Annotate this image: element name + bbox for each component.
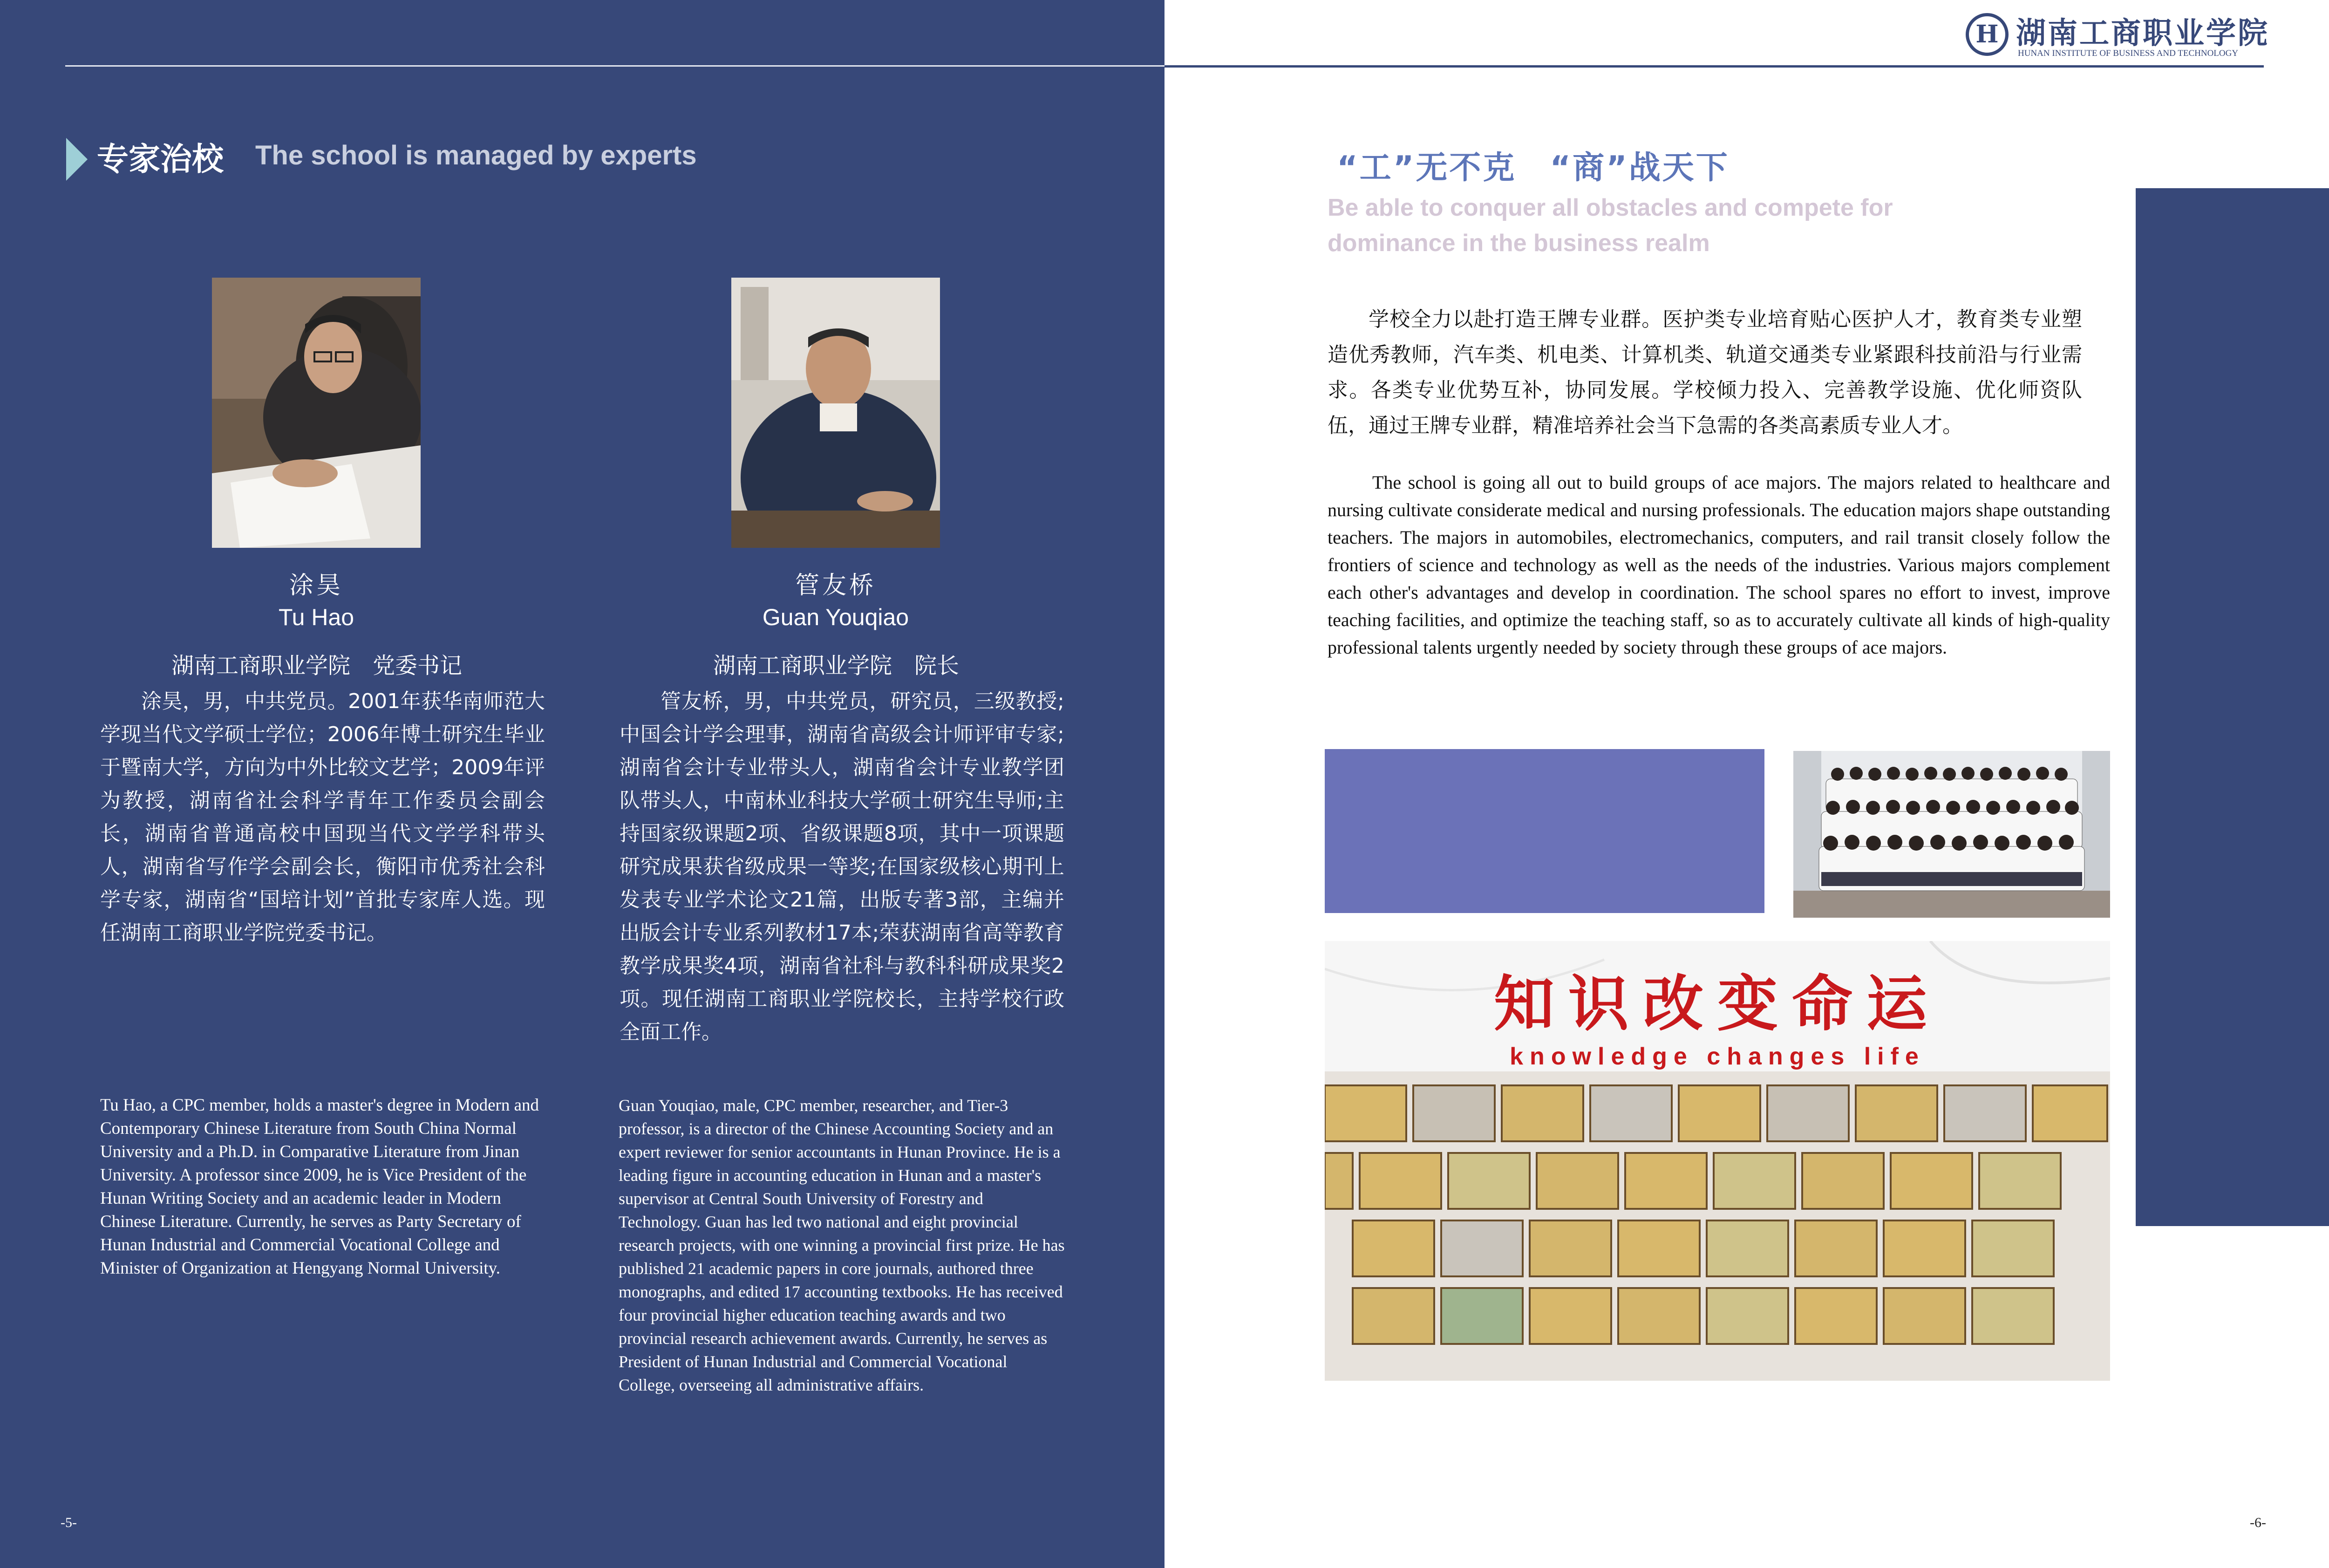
college-name-cn: 湖南工商职业学院 bbox=[2016, 16, 2269, 51]
person-1-name-cn: 涂昊 bbox=[289, 572, 343, 600]
person-2-role: 湖南工商职业学院 院长 bbox=[713, 653, 959, 679]
wall-slogan-en: knowledge changes life bbox=[1510, 1043, 1925, 1070]
right-body-cn: 学校全力以赴打造王牌专业群。医护类专业培育贴心医护人才，教育类专业塑造优秀教师，汽车类、机电类、计算机类、轨道交通类专业紧跟科技前沿与行业需求。各类专业优势互补，协同发展。学校倾力投入、完善教学设施、优化师资队伍，通过王牌专业群，精准培养社会当下急需的各类高素质专业人才。 bbox=[1328, 307, 2082, 437]
college-logo bbox=[1966, 9, 2269, 63]
page-number-right: -6- bbox=[2250, 1515, 2266, 1530]
purple-color-block bbox=[1325, 749, 1764, 913]
person-2-name-en: Guan Youqiao bbox=[762, 604, 909, 630]
college-emblem-icon: H bbox=[1966, 13, 2009, 56]
honor-wall-photo bbox=[1325, 941, 2110, 1381]
student-group-photo bbox=[1793, 751, 2110, 918]
person-1-name-en: Tu Hao bbox=[278, 604, 354, 630]
right-body-en: The school is going all out to build groups of ace majors. The majors related to healthcare and nursing cultivate considerate medical and nursing professionals. The education majors shape outstanding teachers. The majors in automobiles, electromechanics, computers, and rail transit closely follow the frontiers of science and technology as well as the needs of the industries. Various majors complement each other's advantages and develop in coordination. The school spares no effort to invest, improve teaching facilities, and optimize the teaching staff, so as to accurately cultivate all kinds of high-quality professional talents urgently needed by society through these groups of ace majors. bbox=[1328, 472, 2110, 658]
right-header-rule bbox=[1164, 65, 2264, 68]
left-header-rule bbox=[65, 65, 1164, 67]
person-2-bio-cn: 管友桥，男，中共党员，研究员，三级教授;中国会计学会理事，湖南省高级会计师评审专家;湖南省会计专业带头人，湖南省会计专业教学团队带头人，中南林业科技大学硕士研究生导师;主持国家级课题2项、省级课题8项，其中一项课题研究成果获省级成果一等奖;在国家级核心期刊上发表专业学术论文21篇，出版专著3部，主编并出版会计专业系列教材17本;荣获湖南省高等教育教学成果奖4项，湖南省社科与教科科研成果奖2项。现任湖南工商职业学院校长，主持学校行政全面工作。 bbox=[620, 689, 1064, 1044]
portrait-tu-hao bbox=[212, 278, 421, 548]
left-page-edge bbox=[1160, 0, 1164, 1048]
section-arrow-icon bbox=[66, 138, 88, 181]
person-2-bio-en: Guan Youqiao, male, CPC member, researcher, and Tier-3 professor, is a director of the Chinese Accounting Society and an expert reviewer for senior accountants in Hunan Province. He is a leading figure in accounting education in Hunan and a master's supervisor at Central South University of Forestry and Technology. Guan has led two national and eight provincial research projects, with one winning a provincial first prize. He has published 21 academic papers in core journals, authored three monographs, and edited 17 accounting textbooks. He has received four provincial higher education teaching awards and two provincial research achievement awards. Currently, he serves as President of Hunan Industrial and Commercial Vocational College, overseeing all administrative affairs. bbox=[619, 1096, 1065, 1394]
right-subtitle-en: Be able to conquer all obstacles and compete for dominance in the business realm bbox=[1328, 194, 1893, 257]
wall-slogan-cn: 知识改变命运 bbox=[1493, 968, 1941, 1039]
page-number-left: -5- bbox=[61, 1515, 77, 1530]
person-1-role: 湖南工商职业学院 党委书记 bbox=[171, 653, 462, 679]
person-2-name-cn: 管友桥 bbox=[795, 572, 876, 600]
right-decor-bar bbox=[2136, 188, 2329, 1226]
college-name-en: HUNAN INSTITUTE OF BUSINESS AND TECHNOLOGY bbox=[2018, 48, 2239, 58]
person-1-bio-en: Tu Hao, a CPC member, holds a master's degree in Modern and Contemporary Chinese Literature from South China Normal University and a Ph.D. in Comparative Literature from Jinan University. A professor since 2009, he is Vice President of the Hunan Writing Society and an academic leader in Modern Chinese Literature. Currently, he serves as Party Secretary of Hunan Industrial and Commercial Vocational College and Minister of Organization at Hengyang Normal University. bbox=[100, 1096, 539, 1278]
section-title-en: The school is managed by experts bbox=[255, 140, 697, 170]
portrait-guan-youqiao bbox=[731, 278, 940, 548]
person-1-bio-cn: 涂昊，男，中共党员。2001年获华南师范大学现当代文学硕士学位；2006年博士研究生毕业于暨南大学，方向为中外比较文艺学；2009年评为教授，湖南省社会科学青年工作委员会副会长，湖南省普通高校中国现当代文学学科带头人，湖南省写作学会副会长，衡阳市优秀社会科学专家，湖南省“国培计划”首批专家库人选。现任湖南工商职业学院党委书记。 bbox=[100, 689, 545, 945]
right-title-cn: “工”无不克 “商”战天下 bbox=[1337, 150, 1730, 186]
section-title-cn: 专家治校 bbox=[97, 141, 224, 178]
